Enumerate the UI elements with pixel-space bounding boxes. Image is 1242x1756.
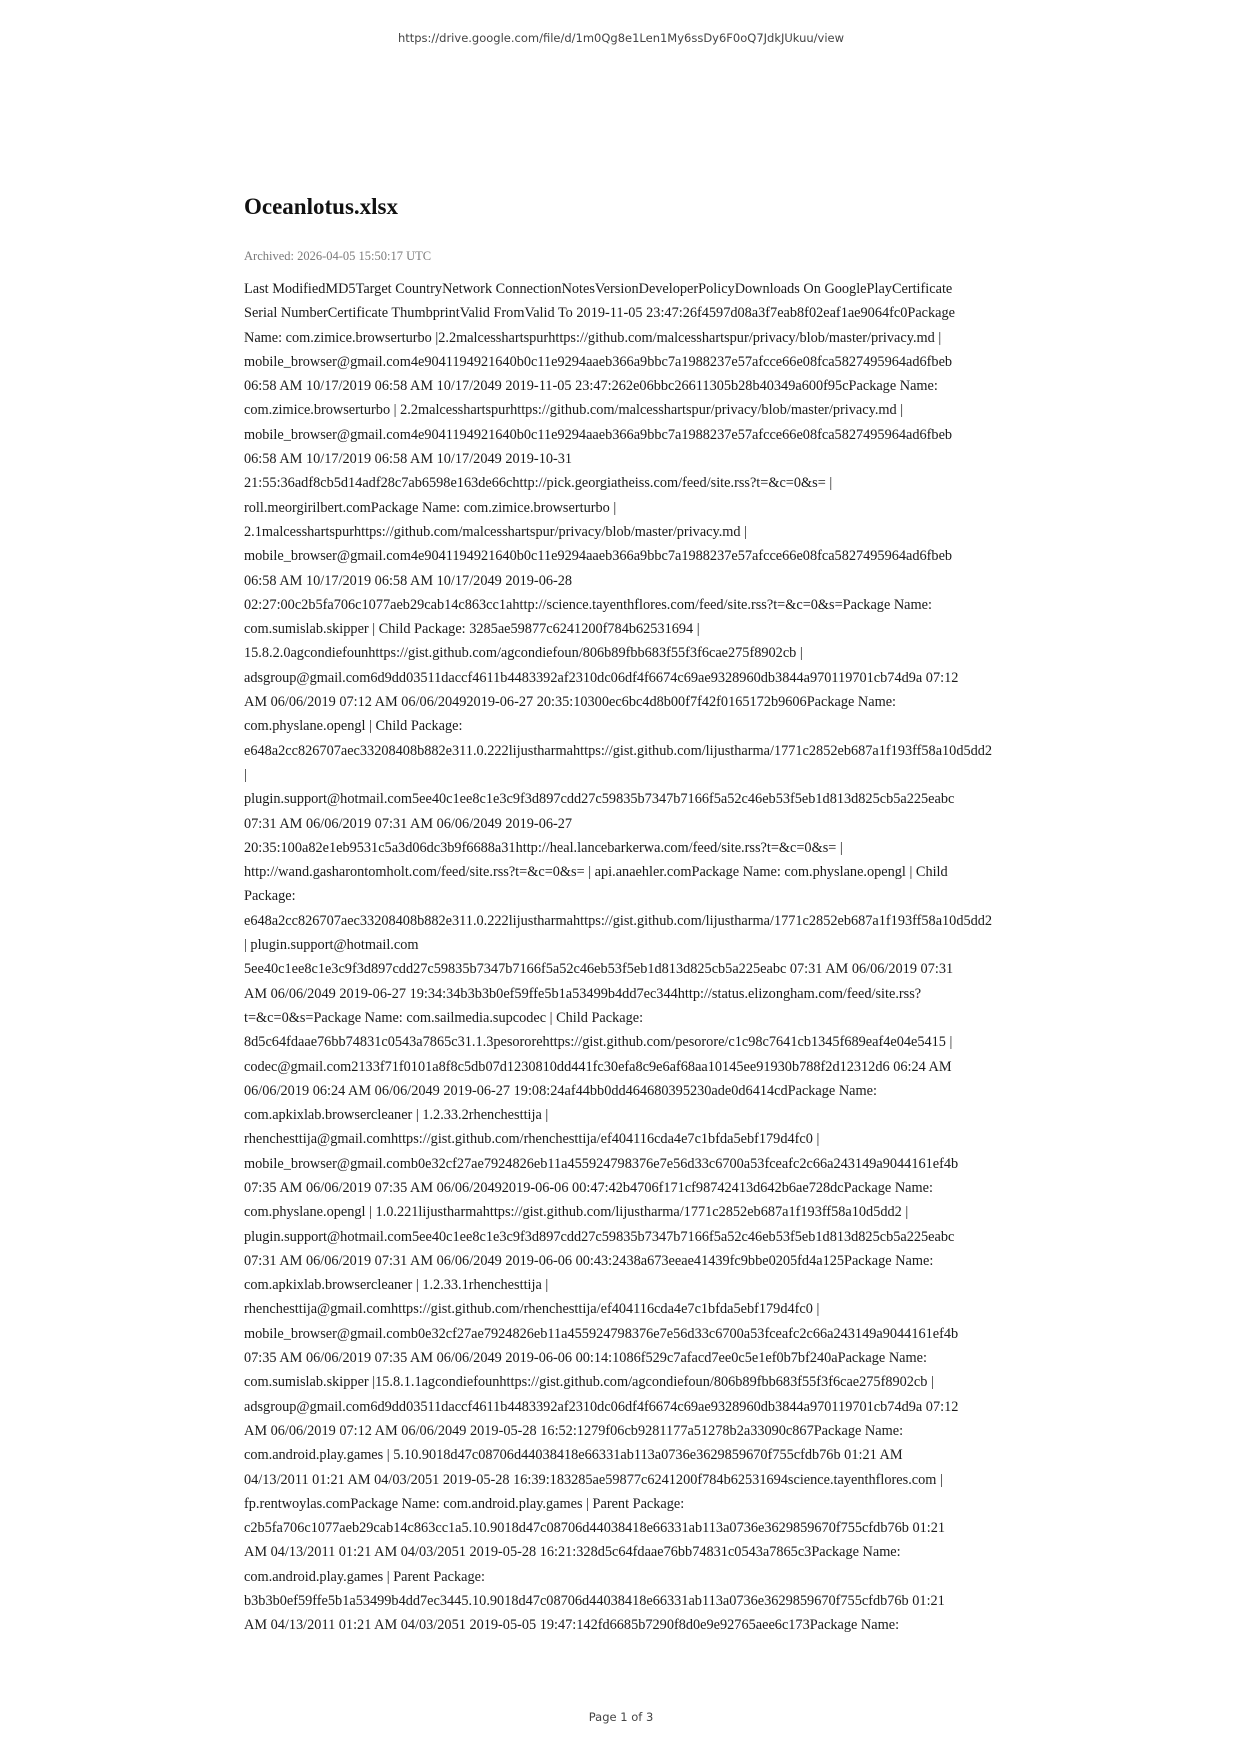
archived-timestamp: Archived: 2026-04-05 15:50:17 UTC [244,249,432,263]
document-body-line: 02:27:00c2b5fa706c1077aeb29cab14c863cc1ahttp://science.tayenthflores.com/feed/site.rss?t=&c=0&s=Package Name: [244,596,932,613]
document-body-line: mobile_browser@gmail.comb0e32cf27ae7924826eb11a455924798376e7e56d33c6700a53fceafc2c66a243149a9044161ef4b [244,1325,959,1342]
page-number-footer: Page 1 of 3 [588,1710,654,1724]
document-body-line: 07:31 AM 06/06/2019 07:31 AM 06/06/2049 2019-06-06 00:43:2438a673eeae41439fc9bbe0205fd4a125Package Name: [244,1252,934,1269]
document-body-line: com.physlane.opengl | Child Package: [244,718,463,735]
document-body-line: Serial NumberCertificate ThumbprintValid FromValid To 2019-11-05 23:47:26f4597d08a3f7eab8f02eaf1ae9064fc0Package [244,305,956,322]
document-body-line: codec@gmail.com2133f71f0101a8f8c5db07d1230810dd441fc30efa8c9e6af68aa10145ee91930b788f2d12312d6 06:24 AM [244,1058,952,1075]
document-body-line: t=&c=0&s=Package Name: com.sailmedia.supcodec | Child Package: [244,1009,644,1026]
document-body-line: mobile_browser@gmail.com4e9041194921640b0c11e9294aaeb366a9bbc7a1988237e57afcce66e08fca5827495964ad6fbeb [244,426,953,443]
document-body-line: 20:35:100a82e1eb9531c5a3d06dc3b9f6688a31http://heal.lancebarkerwa.com/feed/site.rss?t=&c=0&s= | [244,839,843,856]
document-body-line: 15.8.2.0agcondiefounhttps://gist.github.com/agcondiefoun/806b89fbb683f55f3f6cae275f8902cb | [244,645,803,662]
document-body-line: b3b3b0ef59ffe5b1a53499b4dd7ec3445.10.9018d47c08706d44038418e66331ab113a0736e3629859670f755cfdb76b 01:21 [244,1593,945,1610]
document-body-line: com.physlane.opengl | 1.0.221lijustharmahttps://gist.github.com/lijustharma/1771c2852eb687a1f193ff58a10d5dd2 | [244,1204,909,1221]
document-body-line: 2.1malcesshartspurhttps://github.com/malcesshartspur/privacy/blob/master/privacy.md | [244,523,748,540]
document-body-line: 06:58 AM 10/17/2019 06:58 AM 10/17/2049 2019-06-28 [244,572,573,589]
document-body-line: mobile_browser@gmail.com4e9041194921640b0c11e9294aaeb366a9bbc7a1988237e57afcce66e08fca5827495964ad6fbeb [244,353,953,370]
document-body-line: 06:58 AM 10/17/2019 06:58 AM 10/17/2049 2019-10-31 [244,451,573,468]
document-body-line: 07:31 AM 06/06/2019 07:31 AM 06/06/2049 2019-06-27 [244,815,573,832]
document-body-line: roll.meorgirilbert.comPackage Name: com.zimice.browserturbo | [244,499,617,516]
document-body-line: Package: [244,888,296,905]
document-body-line: 5ee40c1ee8c1e3c9f3d897cdd27c59835b7347b7166f5a52c46eb53f5eb1d813d825cb5a225eabc 07:31 AM 06/06/2019 07:31 [244,961,954,978]
document-body-line: AM 06/06/2019 07:12 AM 06/06/2049 2019-05-28 16:52:1279f06cb9281177a51278b2a33090c867Package Name: [244,1422,904,1439]
document-body-line: mobile_browser@gmail.comb0e32cf27ae7924826eb11a455924798376e7e56d33c6700a53fceafc2c66a243149a9044161ef4b [244,1155,959,1172]
document-body-line: | plugin.support@hotmail.com [244,937,419,954]
document-body-line: com.zimice.browserturbo | 2.2malcesshartspurhttps://github.com/malcesshartspur/privacy/blob/master/privacy.md | [244,402,904,419]
document-body-line: AM 04/13/2011 01:21 AM 04/03/2051 2019-05-05 19:47:142fd6685b7290f8d0e9e92765aee6c173Package Name: [244,1617,900,1634]
document-body-line: AM 06/06/2049 2019-06-27 19:34:34b3b3b0ef59ffe5b1a53499b4dd7ec344http://status.elizongham.com/feed/site.rss? [244,985,922,1002]
document-content [244,192,1039,1638]
document-body-line: c2b5fa706c1077aeb29cab14c863cc1a5.10.9018d47c08706d44038418e66331ab113a0736e3629859670f755cfdb76b 01:21 [244,1520,946,1537]
document-body-line: Last ModifiedMD5Target CountryNetwork ConnectionNotesVersionDeveloperPolicyDownloads On GooglePlayCertificate [244,281,953,297]
document-body-line: plugin.support@hotmail.com5ee40c1ee8c1e3c9f3d897cdd27c59835b7347b7166f5a52c46eb53f5eb1d813d825cb5a225eabc [244,791,955,808]
document-body-line: 21:55:36adf8cb5d14adf28c7ab6598e163de66chttp://pick.georgiatheiss.com/feed/site.rss?t=&c=0&s= | [244,475,833,492]
document-body-line: adsgroup@gmail.com6d9dd03511daccf4611b4483392af2310dc06df4f6674c69ae9328960db3844a970119701cb74d9a 07:12 [244,1398,959,1415]
page-url-header: https://drive.google.com/file/d/1m0Qg8e1Len1My6ssDy6F0oQ7JdkJUkuu/view [397,31,845,45]
document-title: Oceanlotus.xlsx [244,194,398,219]
document-body-line: 07:35 AM 06/06/2019 07:35 AM 06/06/2049 2019-06-06 00:14:1086f529c7afacd7ee0c5e1ef0b7bf240aPackage Name: [244,1350,927,1367]
document-body-line: 04/13/2011 01:21 AM 04/03/2051 2019-05-28 16:39:183285ae59877c6241200f784b62531694science.tayenthflores.com | [244,1471,943,1488]
document-body-line: Name: com.zimice.browserturbo |2.2malcesshartspurhttps://github.com/malcesshartspur/privacy/blob/master/privacy.md | [244,329,942,346]
document-body-line: plugin.support@hotmail.com5ee40c1ee8c1e3c9f3d897cdd27c59835b7347b7166f5a52c46eb53f5eb1d813d825cb5a225eabc [244,1228,955,1245]
document-body-line: adsgroup@gmail.com6d9dd03511daccf4611b4483392af2310dc06df4f6674c69ae9328960db3844a970119701cb74d9a 07:12 [244,669,959,686]
document-body-line: com.sumislab.skipper |15.8.1.1agcondiefounhttps://gist.github.com/agcondiefoun/806b89fbb683f55f3f6cae275f8902cb | [244,1374,934,1391]
document-body-line: 8d5c64fdaae76bb74831c0543a7865c31.1.3pesororehttps://gist.github.com/pesorore/c1c98c7641cb1345f689eaf4e04e5415 | [244,1034,953,1051]
document-body-line: 06/06/2019 06:24 AM 06/06/2049 2019-06-27 19:08:24af44bb0dd464680395230ade0d6414cdPackage Name: [244,1082,877,1099]
document-body-line: e648a2cc826707aec33208408b882e311.0.222lijustharmahttps://gist.github.com/lijustharma/1771c2852eb687a1f193ff58a10d5dd2 [244,912,993,929]
document-body-line: mobile_browser@gmail.com4e9041194921640b0c11e9294aaeb366a9bbc7a1988237e57afcce66e08fca5827495964ad6fbeb [244,548,953,565]
document-body-line: AM 04/13/2011 01:21 AM 04/03/2051 2019-05-28 16:21:328d5c64fdaae76bb74831c0543a7865c3Package Name: [244,1544,901,1561]
document-body-line: AM 06/06/2019 07:12 AM 06/06/20492019-06-27 20:35:10300ec6bc4d8b00f7f42f0165172b9606Package Name: [244,694,897,711]
document-body-line: e648a2cc826707aec33208408b882e311.0.222lijustharmahttps://gist.github.com/lijustharma/1771c2852eb687a1f193ff58a10d5dd2 [244,742,993,759]
document-body-line: | [244,766,247,783]
document-body-line: rhenchesttija@gmail.comhttps://gist.github.com/rhenchesttija/ef404116cda4e7c1bfda5ebf179d4fc0 | [244,1131,820,1148]
document-body-line: 07:35 AM 06/06/2019 07:35 AM 06/06/20492019-06-06 00:47:42b4706f171cf98742413d642b6ae728dcPackage Name: [244,1179,933,1196]
document-body-line: com.apkixlab.browsercleaner | 1.2.33.1rhenchesttija | [244,1277,549,1294]
document-body-line: com.android.play.games | 5.10.9018d47c08706d44038418e66331ab113a0736e3629859670f755cfdb76b 01:21 AM [244,1447,903,1464]
document-body-line: http://wand.gasharontomholt.com/feed/site.rss?t=&c=0&s= | api.anaehler.comPackage Name: com.physlane.opengl | Child [244,864,948,881]
document-body-line: rhenchesttija@gmail.comhttps://gist.github.com/rhenchesttija/ef404116cda4e7c1bfda5ebf179d4fc0 | [244,1301,820,1318]
document-body-line: 06:58 AM 10/17/2019 06:58 AM 10/17/2049 2019-11-05 23:47:262e06bbc26611305b28b40349a600f95cPackage Name: [244,378,938,395]
document-body [244,277,1039,1638]
document-body-line: com.android.play.games | Parent Package: [244,1568,485,1585]
document-body-line: com.sumislab.skipper | Child Package: 3285ae59877c6241200f784b62531694 | [244,621,700,638]
document-body-line: com.apkixlab.browsercleaner | 1.2.33.2rhenchesttija | [244,1107,549,1124]
document-body-line: fp.rentwoylas.comPackage Name: com.android.play.games | Parent Package: [244,1495,685,1512]
